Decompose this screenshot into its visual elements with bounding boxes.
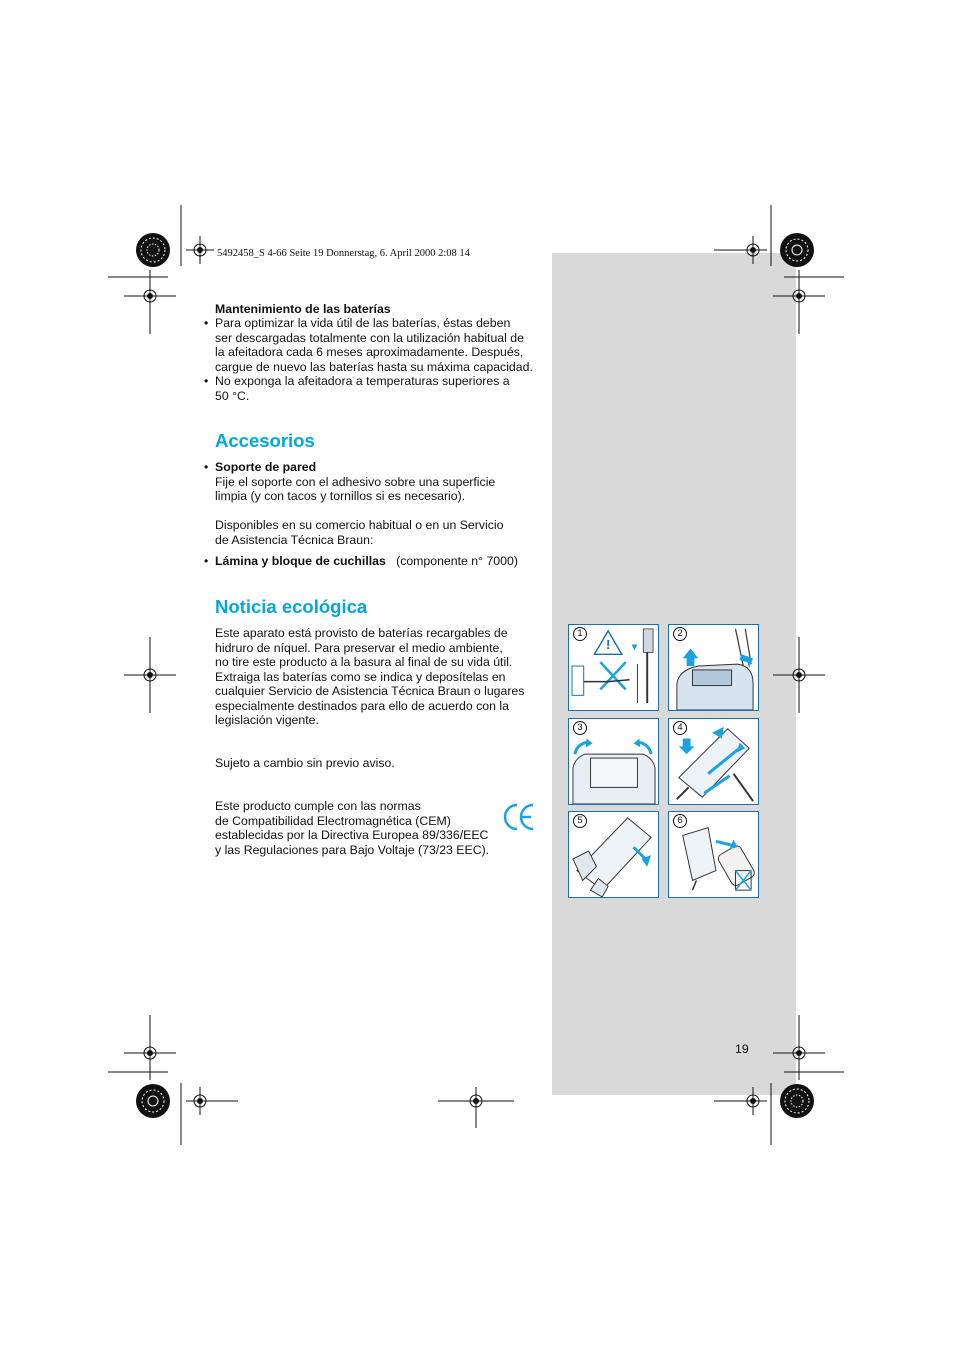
environmental-line-3: no tire este producto a la basura al final de su vida útil. [215,655,513,669]
environmental-line-5: cualquier Servicio de Asistencia Técnica Braun o lugares [215,684,525,698]
compliance-line-1: Este producto cumple con las normas [215,799,421,813]
environmental-line-4: Extraiga las baterías como se indica y deposítelas en [215,669,506,684]
panel-number-5: 5 [573,814,587,828]
accessories-title: Accesorios [215,430,315,451]
bullet-marker: • [204,554,209,568]
figure-panel-2 [668,624,759,711]
battery-bullet-2-line-2: 50 °C. [215,388,250,403]
panel-number-1: 1 [573,627,587,641]
compliance-line-4: y las Regulaciones para Bajo Voltaje (73/23 EEC). [215,842,490,857]
environmental-line-7: legislación vigente. [215,713,319,727]
figure-panel-1 [568,624,659,711]
foil-part-number: (componente n° 7000) [396,554,518,568]
figure-panel-5 [568,811,659,898]
battery-bullet-1-line-1: Para optimizar la vida útil de las baterías, éstas deben [215,316,511,330]
environmental-line-6: especialmente destinados para ello de acuerdo con la [215,698,509,713]
warning-glyph: ! [606,637,611,652]
wall-holder-label: Soporte de pared [215,460,317,474]
panel-number-4: 4 [673,721,687,735]
bullet-marker: • [204,316,209,330]
wall-holder-line-1: Fije el soporte con el adhesivo sobre una superficie [215,474,496,489]
foil-item [215,554,518,569]
environmental-title: Noticia ecológica [215,596,368,617]
battery-bullet-1-line-3: la afeitadora cada 6 meses aproximadamente. Después, [215,345,524,359]
figure-panel-3 [568,718,659,805]
bullet-marker: • [204,460,209,474]
environmental-line-1: Este aparato está provisto de baterías recargables de [215,626,508,640]
foil-label: Lámina y bloque de cuchillas [215,554,386,568]
environmental-line-2: hidruro de níquel. Para preservar el medio ambiente, [215,640,503,655]
battery-bullet-1-line-4: cargue de nuevo las baterías hasta su máxima capacidad. [215,359,533,374]
panel-number-3: 3 [573,721,587,735]
battery-bullet-1-line-2: ser descargadas totalmente con la utilización habitual de [215,330,524,345]
panel-number-2: 2 [673,627,687,641]
availability-line-2: de Asistencia Técnica Braun: [215,532,374,547]
figure-panel-4 [668,718,759,805]
compliance-line-2: de Compatibilidad Electromagnética (CEM) [215,813,451,828]
availability-line-1: Disponibles en su comercio habitual o en un Servicio [215,518,504,532]
page-number: 19 [735,1042,749,1056]
battery-bullet-2-line-1: No exponga la afeitadora a temperaturas superiores a [215,374,510,388]
print-header: 5492458_S 4-66 Seite 19 Donnerstag, 6. April 2000 2:08 14 [217,248,470,259]
ce-mark-icon [503,802,535,832]
panel-number-6: 6 [673,814,687,828]
battery-maintenance-heading: Mantenimiento de las baterías [215,302,391,316]
compliance-line-3: establecidas por la Directiva Europea 89/336/EEC [215,828,489,842]
change-notice: Sujeto a cambio sin previo aviso. [215,756,395,770]
bullet-marker: • [204,374,209,388]
wall-holder-line-2: limpia (y con tacos y tornillos si es necesario). [215,489,466,503]
figure-panel-6 [668,811,759,898]
